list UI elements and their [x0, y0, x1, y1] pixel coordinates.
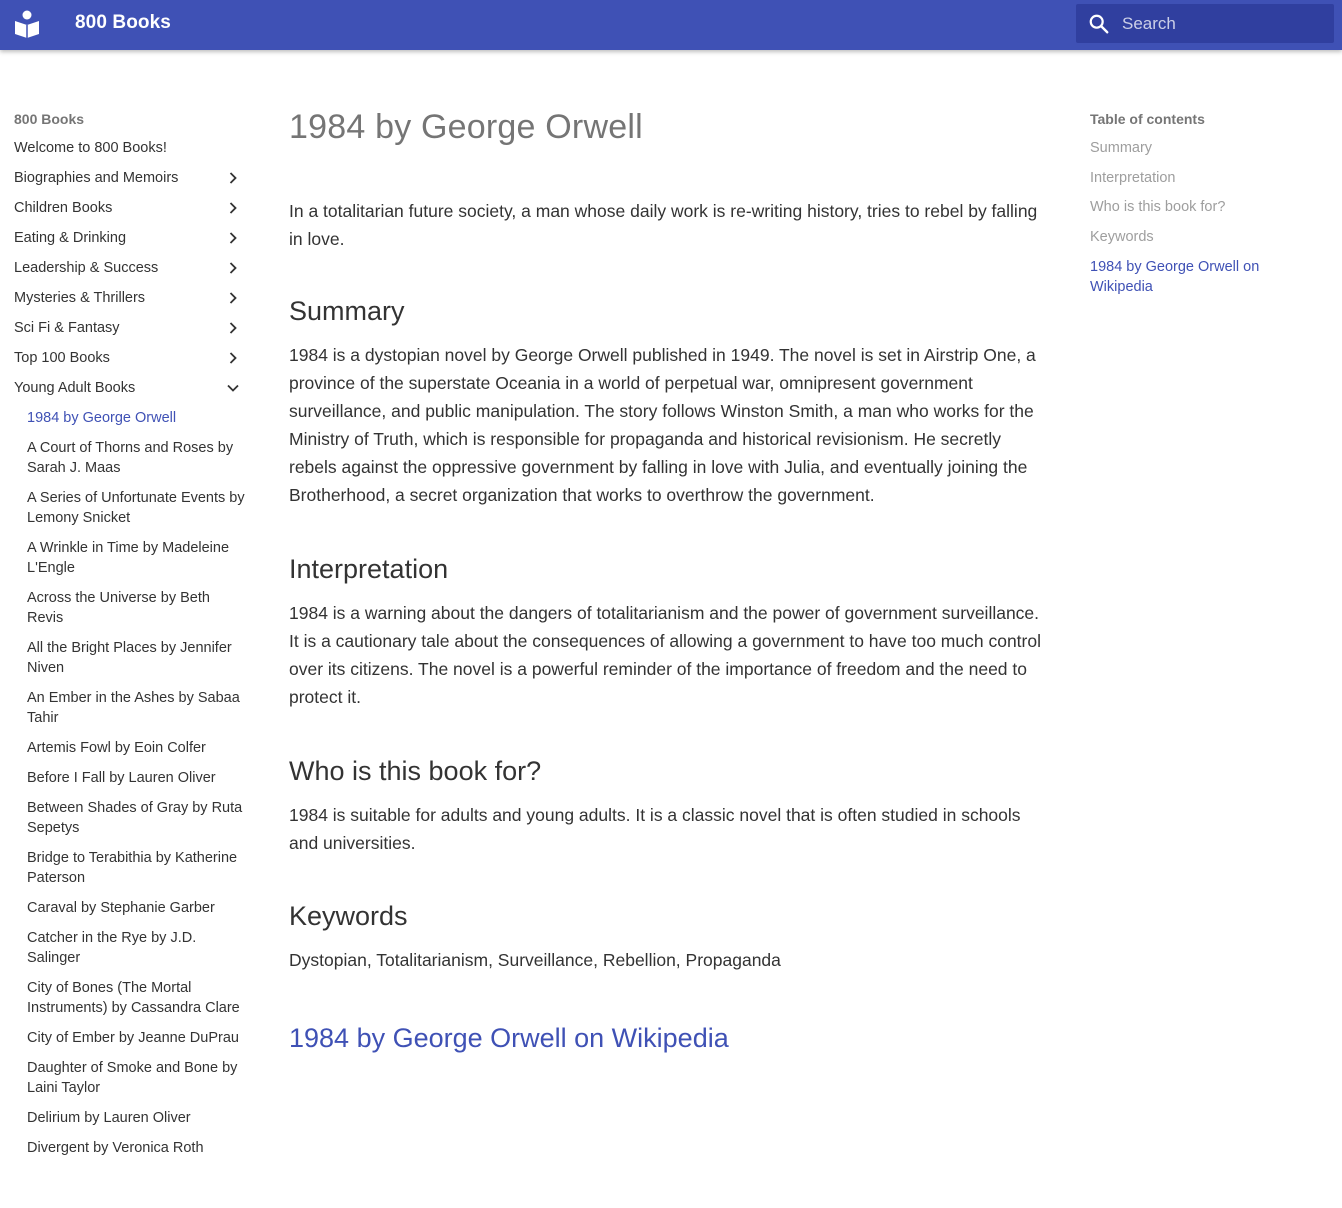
summary-heading: Summary	[289, 296, 405, 326]
search-box[interactable]	[1076, 4, 1334, 43]
sidebar-item-top100[interactable]: Top 100 Books	[14, 348, 244, 368]
chevron-right-icon	[226, 171, 240, 185]
audience-heading: Who is this book for?	[289, 756, 542, 786]
sidebar-nav	[14, 108, 244, 1168]
toc-item-wikipedia[interactable]: 1984 by George Orwell on Wikipedia	[1090, 258, 1260, 295]
sidebar-subitem[interactable]: Delirium by Lauren Oliver	[27, 1110, 191, 1126]
sidebar-subitem[interactable]: Before I Fall by Lauren Oliver	[27, 770, 216, 786]
site-title[interactable]: 800 Books	[75, 12, 171, 33]
sidebar-item-young-adult[interactable]: Young Adult Books	[14, 378, 244, 398]
chevron-right-icon	[226, 291, 240, 305]
sidebar-subitem[interactable]: City of Bones (The Mortal Instruments) by Cassandra Clare	[27, 980, 240, 1016]
interpretation-paragraph: 1984 is a warning about the dangers of totalitarianism and the power of government surveillance. It is a cautionary tale about the consequences of allowing a government to have too much control over its citizens. The novel is a powerful reminder of the importance of freedom and the need to protect it.	[289, 603, 1041, 707]
sidebar-subitem[interactable]: 1984 by George Orwell	[27, 410, 177, 426]
main-content	[289, 105, 1049, 1056]
table-of-contents	[1090, 108, 1290, 306]
toc-item-audience[interactable]: Who is this book for?	[1090, 199, 1226, 216]
top-header	[0, 0, 1342, 50]
sidebar-subitem[interactable]: Catcher in the Rye by J.D. Salinger	[27, 930, 197, 966]
sidebar-item-welcome[interactable]: Welcome to 800 Books!	[14, 140, 167, 156]
sidebar-subitem[interactable]: Between Shades of Gray by Ruta Sepetys	[27, 800, 243, 836]
chevron-right-icon	[226, 321, 240, 335]
chevron-right-icon	[226, 261, 240, 275]
sidebar-subitem[interactable]: A Court of Thorns and Roses by Sarah J. Maas	[27, 440, 234, 476]
sidebar-item-leadership[interactable]: Leadership & Success	[14, 258, 244, 278]
wikipedia-link[interactable]: 1984 by George Orwell on Wikipedia	[289, 1023, 729, 1053]
keywords-heading: Keywords	[289, 901, 408, 931]
search-input[interactable]	[1122, 12, 1322, 36]
intro-paragraph: In a totalitarian future society, a man whose daily work is re-writing history, tries to rebel by falling in love.	[289, 201, 1038, 249]
chevron-right-icon	[226, 201, 240, 215]
sidebar-subitem[interactable]: Daughter of Smoke and Bone by Laini Taylor	[27, 1060, 238, 1096]
toc-item-keywords[interactable]: Keywords	[1090, 229, 1154, 246]
page-title: 1984 by George Orwell	[289, 108, 643, 146]
sidebar-subitem[interactable]: An Ember in the Ashes by Sabaa Tahir	[27, 690, 240, 726]
sidebar-title: 800 Books	[14, 111, 85, 127]
sidebar-subitem[interactable]: Caraval by Stephanie Garber	[27, 900, 215, 916]
keywords-paragraph: Dystopian, Totalitarianism, Surveillance, Rebellion, Propaganda	[289, 950, 781, 970]
sidebar-subitem[interactable]: City of Ember by Jeanne DuPrau	[27, 1030, 239, 1046]
sidebar-subitem[interactable]: Across the Universe by Beth Revis	[27, 590, 210, 626]
chevron-down-icon	[226, 381, 240, 395]
sidebar-subitem[interactable]: Bridge to Terabithia by Katherine Paterson	[27, 850, 238, 886]
sidebar-subitem[interactable]: All the Bright Places by Jennifer Niven	[27, 640, 232, 676]
audience-paragraph: 1984 is suitable for adults and young adults. It is a classic novel that is often studied in schools and universities.	[289, 805, 1021, 853]
sidebar-item-biographies[interactable]: Biographies and Memoirs	[14, 168, 244, 188]
young-adult-subnav	[14, 408, 244, 1158]
summary-paragraph: 1984 is a dystopian novel by George Orwell published in 1949. The novel is set in Airstrip One, a province of the superstate Oceania in a world of perpetual war, omnipresent government surveillance, and public manipulation. The story follows Winston Smith, a man who works for the Ministry of Truth, which is responsible for propaganda and historical revisionism. He secretly rebels against the oppressive government by falling in love with Julia, and eventually joining the Brotherhood, a secret organization that works to overthrow the government.	[289, 345, 1036, 505]
toc-title: Table of contents	[1090, 111, 1205, 127]
toc-item-summary[interactable]: Summary	[1090, 140, 1153, 156]
interpretation-heading: Interpretation	[289, 554, 449, 584]
chevron-right-icon	[226, 351, 240, 365]
search-icon	[1088, 13, 1110, 35]
toc-item-interpretation[interactable]: Interpretation	[1090, 169, 1176, 186]
sidebar-item-eating-drinking[interactable]: Eating & Drinking	[14, 228, 244, 248]
book-reader-logo-icon[interactable]	[14, 10, 40, 38]
sidebar-subitem[interactable]: A Wrinkle in Time by Madeleine L'Engle	[27, 540, 230, 576]
chevron-right-icon	[226, 231, 240, 245]
sidebar-item-mysteries[interactable]: Mysteries & Thrillers	[14, 288, 244, 308]
sidebar-subitem[interactable]: Artemis Fowl by Eoin Colfer	[27, 740, 206, 756]
sidebar-item-scifi[interactable]: Sci Fi & Fantasy	[14, 318, 244, 338]
sidebar-item-children[interactable]: Children Books	[14, 198, 244, 218]
sidebar-subitem[interactable]: A Series of Unfortunate Events by Lemony Snicket	[27, 490, 245, 526]
sidebar-subitem[interactable]: Divergent by Veronica Roth	[27, 1140, 204, 1156]
